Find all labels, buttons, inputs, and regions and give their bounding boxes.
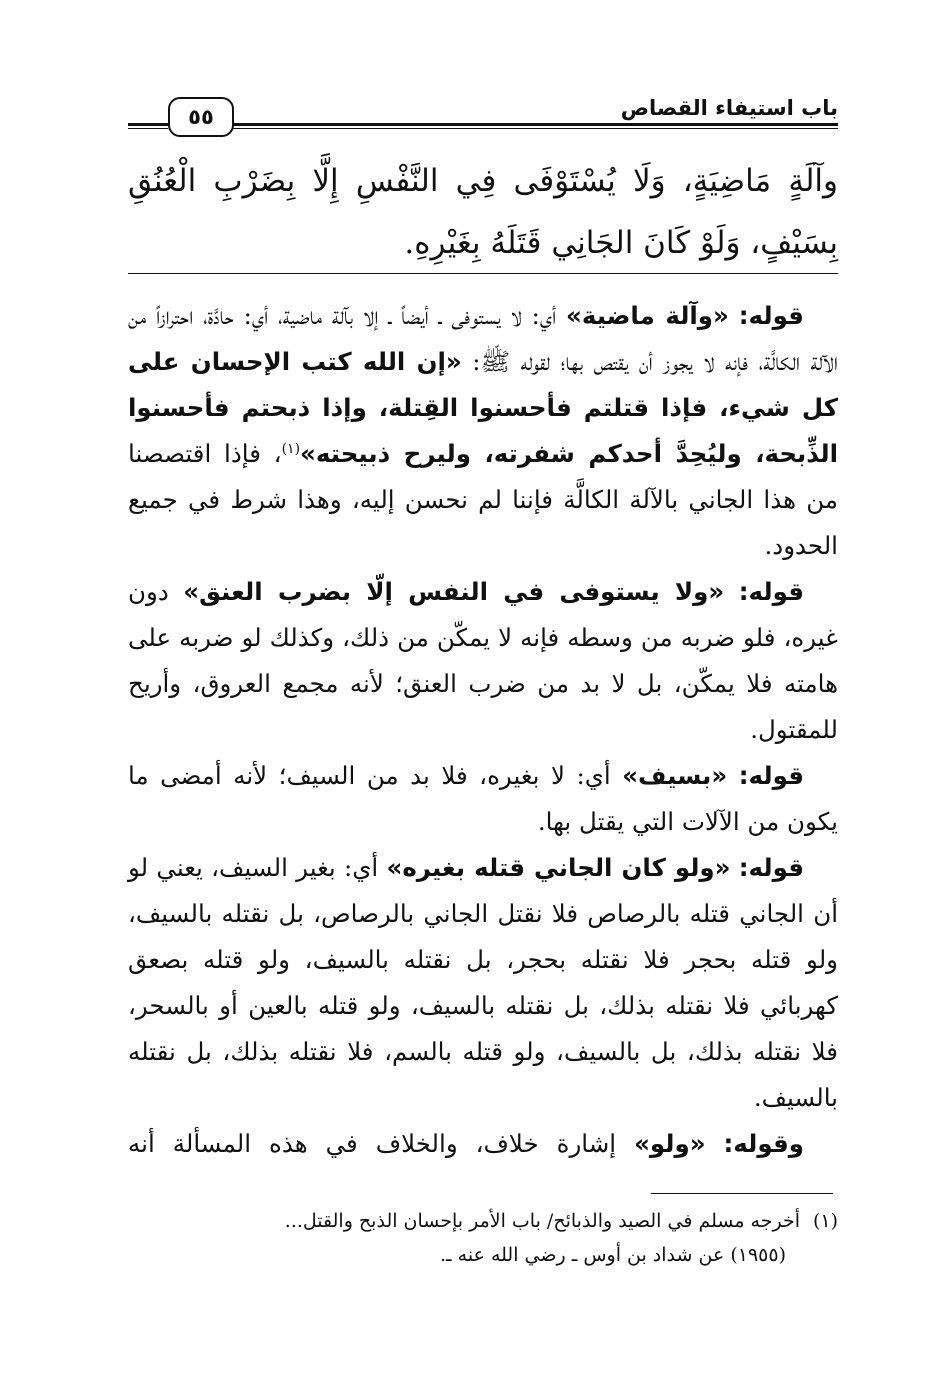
footnote-reference: (١): [281, 440, 301, 457]
paragraph-label: وقوله:: [723, 1129, 804, 1158]
paragraph-text: أي: بغير السيف، يعني لو أن الجاني قتله بالرصاص فلا نقتل الجاني بالرصاص، بل نقتله بالسيف، ولو قتله بحجر فلا نقتله بحجر، بل نقتله بالسيف، ولو قتله بصعق كهربائي فلا نقتله بذلك، بل نقتله بالسيف، ولو قتله بالعين أو بالسحر، فلا نقتله بذلك، بل بالسيف، ولو قتله بالسم، فلا نقتله بذلك، بل نقتله بالسيف.: [128, 853, 838, 1112]
paragraph-text: أي: لا يستوفى ـ أيضاً ـ إلا بآلة ماضية، أي: حادَّة، احترازاً من الآلة الكالَّة، فإنه لا يجوز أن يقتص بها؛ لقوله ﷺ:: [128, 301, 838, 376]
paragraph-label: قوله:: [738, 761, 804, 790]
quoted-phrase: «بسيف»: [622, 761, 728, 790]
commentary-paragraph-1: [128, 293, 838, 569]
commentary-paragraph-2: [128, 569, 838, 753]
paragraph-label: قوله:: [738, 853, 804, 882]
footnotes: [128, 1204, 838, 1272]
paragraph-text: أي: لا بغيره، فلا بد من السيف؛ لأنه أمضى ما يكون من الآلات التي يقتل بها.: [128, 761, 838, 836]
quoted-phrase: «ولا يستوفى في النفس إلّا بضرب العنق»: [183, 577, 725, 606]
paragraph-text: إشارة خلاف، والخلاف في هذه المسألة أنه: [128, 1129, 635, 1158]
paragraph-text: ، فإذا اقتصصنا من هذا الجاني بالآلة الكالَّة فإننا لم نحسن إليه، وهذا شرط في جميع الحدود.: [128, 439, 838, 560]
commentary-paragraph-4: [128, 845, 838, 1121]
running-title: باب استيفاء القصاص: [620, 96, 838, 120]
page-header: [128, 90, 838, 150]
commentary: [128, 293, 838, 1167]
header-rule-left-bottom: [128, 128, 168, 129]
commentary-paragraph-5: [128, 1121, 838, 1167]
quoted-phrase: «وآلة ماضية»: [566, 301, 729, 330]
header-rule-left-top: [128, 123, 168, 126]
commentary-paragraph-3: [128, 753, 838, 845]
footnote-line-2: (١٩٥٥) عن شداد بن أوس ـ رضي الله عنه ـ.: [440, 1244, 786, 1266]
header-rule-bottom: [232, 128, 838, 129]
matn-text: وآلَةٍ مَاضِيَةٍ، وَلَا يُسْتَوْفَى فِي النَّفْسِ إِلَّا بِضَرْبِ الْعُنُقِ بِسَيْفٍ، وَلَوْ كَانَ الجَانِي قَتَلَهُ بِغَيْرِهِ.: [128, 163, 838, 261]
quoted-phrase: «ولو كان الجاني قتله بغيره»: [386, 853, 731, 882]
paragraph-label: قوله:: [738, 301, 804, 330]
hadith-quote: «إن الله كتب الإحسان على كل شيء، فإذا قتلتم فأحسنوا القِتلة، وإذا ذبحتم فأحسنوا الذِّبحة، وليُحِدَّ أحدكم شفرته، وليرح ذبيحته»: [128, 347, 838, 468]
paragraph-label: قوله:: [738, 577, 805, 606]
footnote-number: (١): [812, 1210, 838, 1232]
matn-divider: [128, 273, 838, 274]
footnote-text: أخرجه مسلم في الصيد والذبائح/ باب الأمر بإحسان الذبح والقتل...: [284, 1210, 800, 1232]
footnote-divider: [651, 1193, 833, 1194]
paragraph-text: دون غيره، فلو ضربه من وسطه فإنه لا يمكّن من ذلك، وكذلك لو ضربه على هامته فلا يمكّن، بل لا بد من ضرب العنق؛ لأنه مجمع العروق، وأريح للمقتول.: [128, 577, 838, 744]
page-number: ٥٥: [168, 97, 234, 137]
quoted-phrase: «ولو»: [634, 1129, 706, 1158]
header-rule-top: [232, 123, 838, 126]
footnote-line-1: [128, 1204, 838, 1238]
